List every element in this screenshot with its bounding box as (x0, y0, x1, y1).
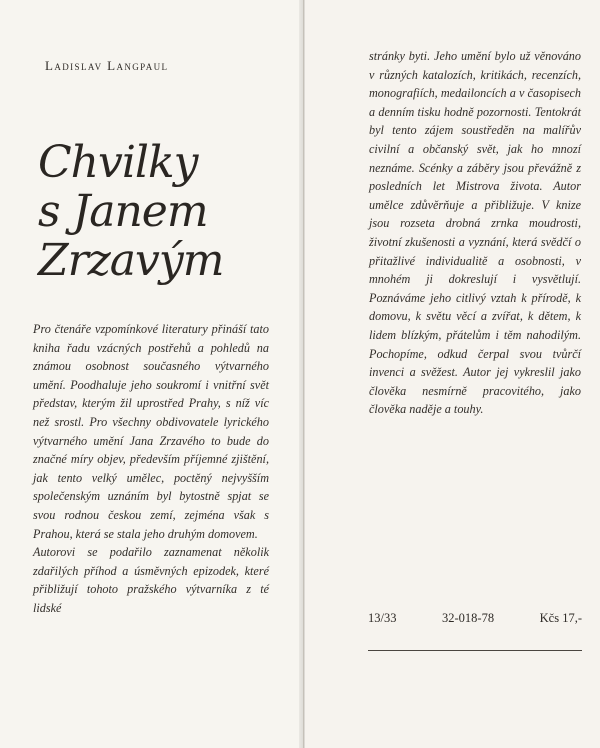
edition-code: 13/33 (368, 611, 397, 625)
book-title (38, 138, 278, 285)
back-blurb-paragraph: stránky byti. Jeho umění bylo už věnováno v různých katalozích, kritikách, recenzích, monografiích, medailoncích a v časopisech a denním tisku hodně pozornosti. Tentokrát byl tento zájem soustředěn na malířův civilní a občanský svět, jak ho mnozí neznáme. Scénky a záběry jsou převážně z posledních let Mistrova života. Autor umělce zdůvěrňuje a přibližuje. V knize jsou rozseta drobná zrnka moudrosti, životní zkušenosti a vyznání, která svědčí o přitažlivé individualitě a osobnosti, v mnohém ji dokreslují i vysvětlují. Poznáváme jeho citlivý vztah k přírodě, k domovu, k světu věcí a zvířat, k dětem, k lidem blízkým, přátelům i těm nahodilým. Pochopíme, odkud čerpal svou tvůrčí invenci a svěžest. Autor jej vykreslil jako člověka nesmírně pracovitého, jako člověka naděje a touhy. (369, 49, 581, 417)
title-line-1: Chvilky (38, 137, 198, 188)
title-line-3: Zrzavým (38, 235, 224, 286)
front-blurb-paragraph-1: Pro čtenáře vzpomínkové literatury přináší tato kniha řadu vzácných postřehů a pohledů na známou osobnost současného výtvarného umění. Poodhaluje jeho soukromí i vnitřní svět představ, kterým žil uprostřed Prahy, s níž víc než srostl. Pro všechny obdivovatele lyrického výtvarného umění Jana Zrzavého to bude do značné míry objev, především příjemné zjištění, jak tento velký umělec, poctěný nejvyšším společenským uznáním byl bytostně spjat se svou rodnou českou zemí, zejména však s Prahou, která se stala jeho druhým domovem. (33, 322, 269, 541)
front-blurb (33, 320, 269, 618)
divider-line (368, 650, 582, 651)
catalog-number: 32-018-78 (442, 611, 495, 625)
price: Kčs 17,- (539, 611, 582, 625)
title-line-2: s Janem (38, 186, 208, 237)
author-name: Ladislav Langpaul (45, 58, 169, 73)
back-blurb (369, 47, 581, 419)
publication-info (368, 611, 582, 626)
front-blurb-paragraph-2: Autorovi se podařilo zaznamenat několik zdařilých příhod a úsměvných epizodek, které přibližují tohoto pražského výtvarníka z té lidské (33, 545, 269, 615)
